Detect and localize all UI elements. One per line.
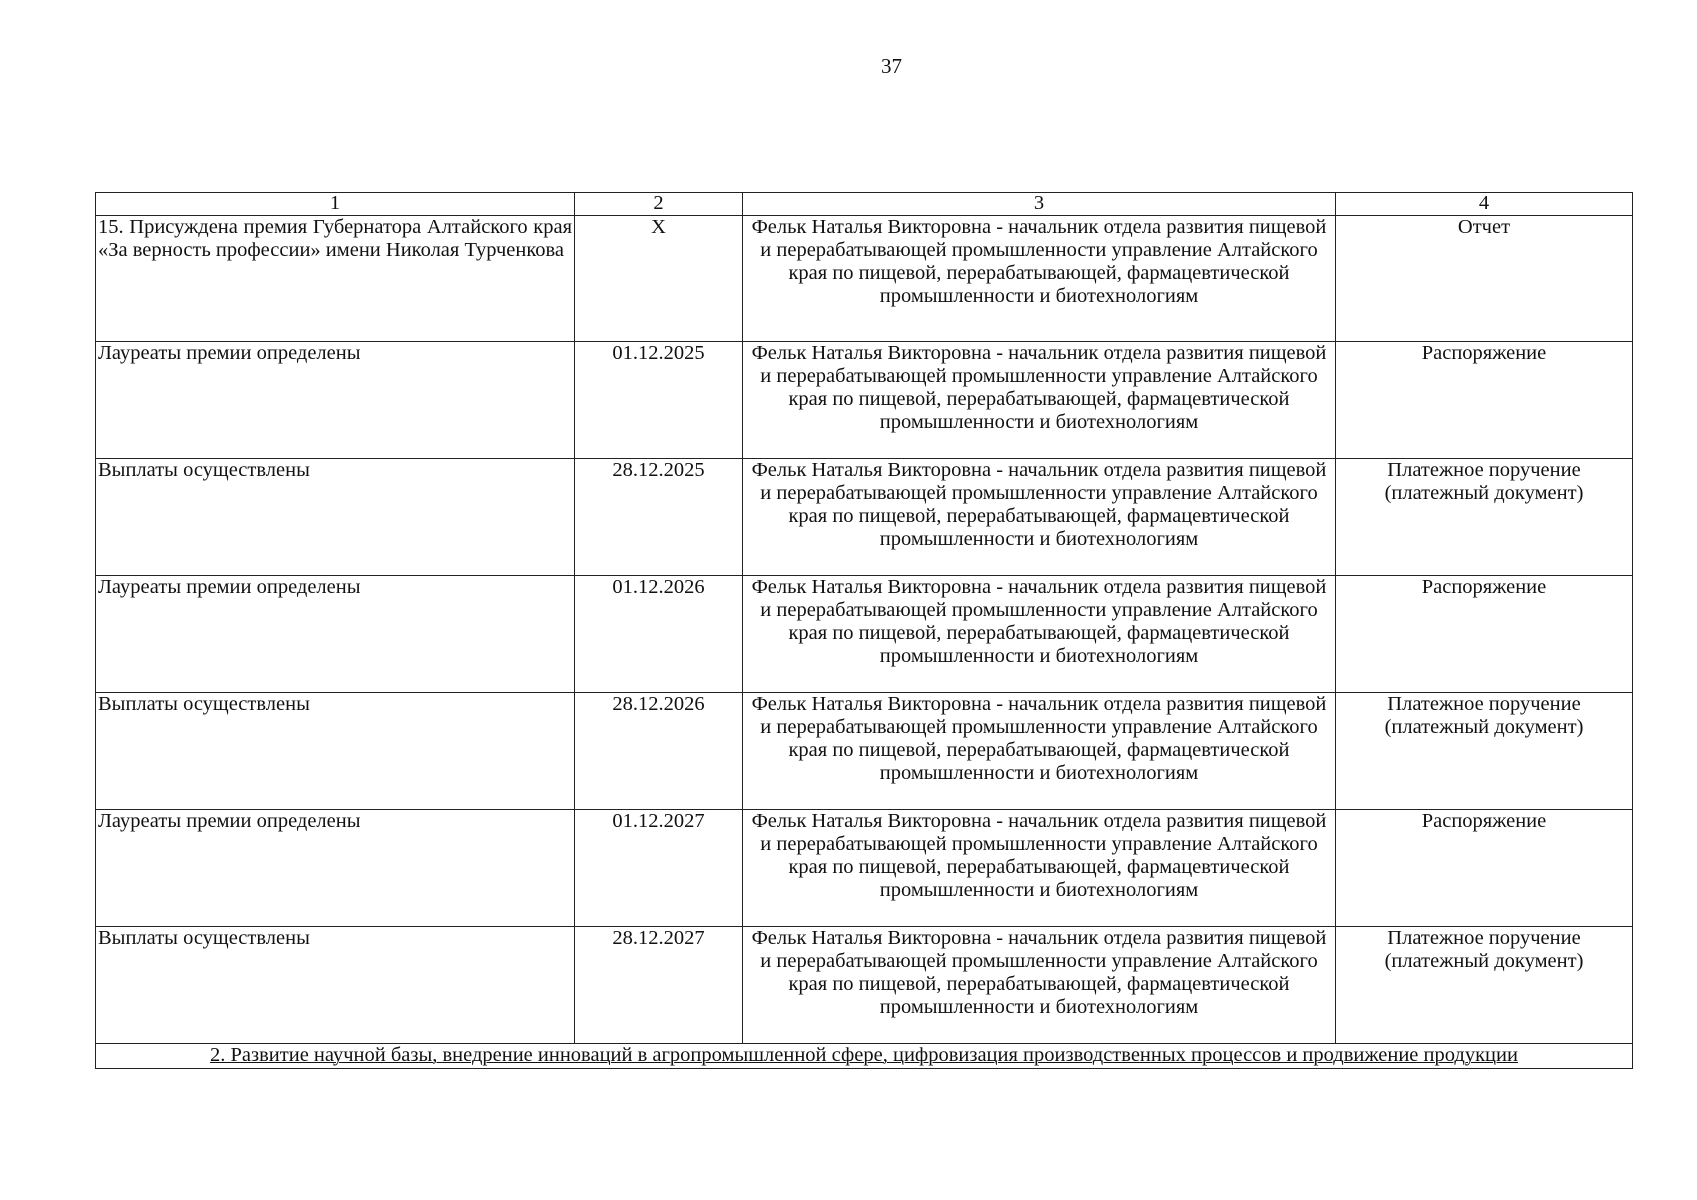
column-header: 1 [96, 193, 575, 216]
table-row [96, 342, 1633, 459]
document-cell: Платежное поручение (платежный документ) [1336, 693, 1633, 810]
table-header-row [96, 193, 1633, 216]
date-cell: 01.12.2027 [575, 810, 743, 927]
document-cell: Платежное поручение (платежный документ) [1336, 459, 1633, 576]
responsible-cell: Фельк Наталья Викторовна - начальник отдела развития пищевой и перерабатывающей промышленности управление Алтайского края по пищевой, перерабатывающей, фармацевтической промышленности и биотехнологиям [743, 576, 1336, 693]
date-cell: 01.12.2026 [575, 576, 743, 693]
document-cell: Платежное поручение (платежный документ) [1336, 927, 1633, 1044]
document-cell: Распоряжение [1336, 576, 1633, 693]
event-cell: Лауреаты премии определены [96, 810, 575, 927]
section-heading-text: 2. Развитие научной базы, внедрение инноваций в агропромышленной сфере, цифровизация производственных процессов и продвижение продукции [210, 1044, 1518, 1066]
document-cell: Распоряжение [1336, 342, 1633, 459]
section-heading [96, 1044, 1633, 1069]
responsible-cell: Фельк Наталья Викторовна - начальник отдела развития пищевой и перерабатывающей промышленности управление Алтайского края по пищевой, перерабатывающей, фармацевтической промышленности и биотехнологиям [743, 342, 1336, 459]
column-header: 2 [575, 193, 743, 216]
event-cell: Выплаты осуществлены [96, 693, 575, 810]
date-cell: Х [575, 216, 743, 342]
date-cell: 28.12.2025 [575, 459, 743, 576]
table-row [96, 693, 1633, 810]
page-number: 37 [881, 54, 902, 78]
plan-table [95, 192, 1633, 1069]
date-cell: 28.12.2026 [575, 693, 743, 810]
event-cell: Лауреаты премии определены [96, 576, 575, 693]
responsible-cell: Фельк Наталья Викторовна - начальник отдела развития пищевой и перерабатывающей промышленности управление Алтайского края по пищевой, перерабатывающей, фармацевтической промышленности и биотехнологиям [743, 927, 1336, 1044]
document-cell: Отчет [1336, 216, 1633, 342]
table-row [96, 216, 1633, 342]
event-cell: Лауреаты премии определены [96, 342, 575, 459]
table-row [96, 459, 1633, 576]
table-row [96, 576, 1633, 693]
column-header: 3 [743, 193, 1336, 216]
date-cell: 28.12.2027 [575, 927, 743, 1044]
responsible-cell: Фельк Наталья Викторовна - начальник отдела развития пищевой и перерабатывающей промышленности управление Алтайского края по пищевой, перерабатывающей, фармацевтической промышленности и биотехнологиям [743, 693, 1336, 810]
responsible-cell: Фельк Наталья Викторовна - начальник отдела развития пищевой и перерабатывающей промышленности управление Алтайского края по пищевой, перерабатывающей, фармацевтической промышленности и биотехнологиям [743, 459, 1336, 576]
event-cell: Выплаты осуществлены [96, 459, 575, 576]
event-cell: Выплаты осуществлены [96, 927, 575, 1044]
event-cell: 15. Присуждена премия Губернатора Алтайского края «За верность профессии» имени Николая Турченкова [96, 216, 575, 342]
table-row [96, 927, 1633, 1044]
responsible-cell: Фельк Наталья Викторовна - начальник отдела развития пищевой и перерабатывающей промышленности управление Алтайского края по пищевой, перерабатывающей, фармацевтической промышленности и биотехнологиям [743, 810, 1336, 927]
column-header: 4 [1336, 193, 1633, 216]
section-heading-row [96, 1044, 1633, 1069]
document-cell: Распоряжение [1336, 810, 1633, 927]
table-row [96, 810, 1633, 927]
responsible-cell: Фельк Наталья Викторовна - начальник отдела развития пищевой и перерабатывающей промышленности управление Алтайского края по пищевой, перерабатывающей, фармацевтической промышленности и биотехнологиям [743, 216, 1336, 342]
date-cell: 01.12.2025 [575, 342, 743, 459]
